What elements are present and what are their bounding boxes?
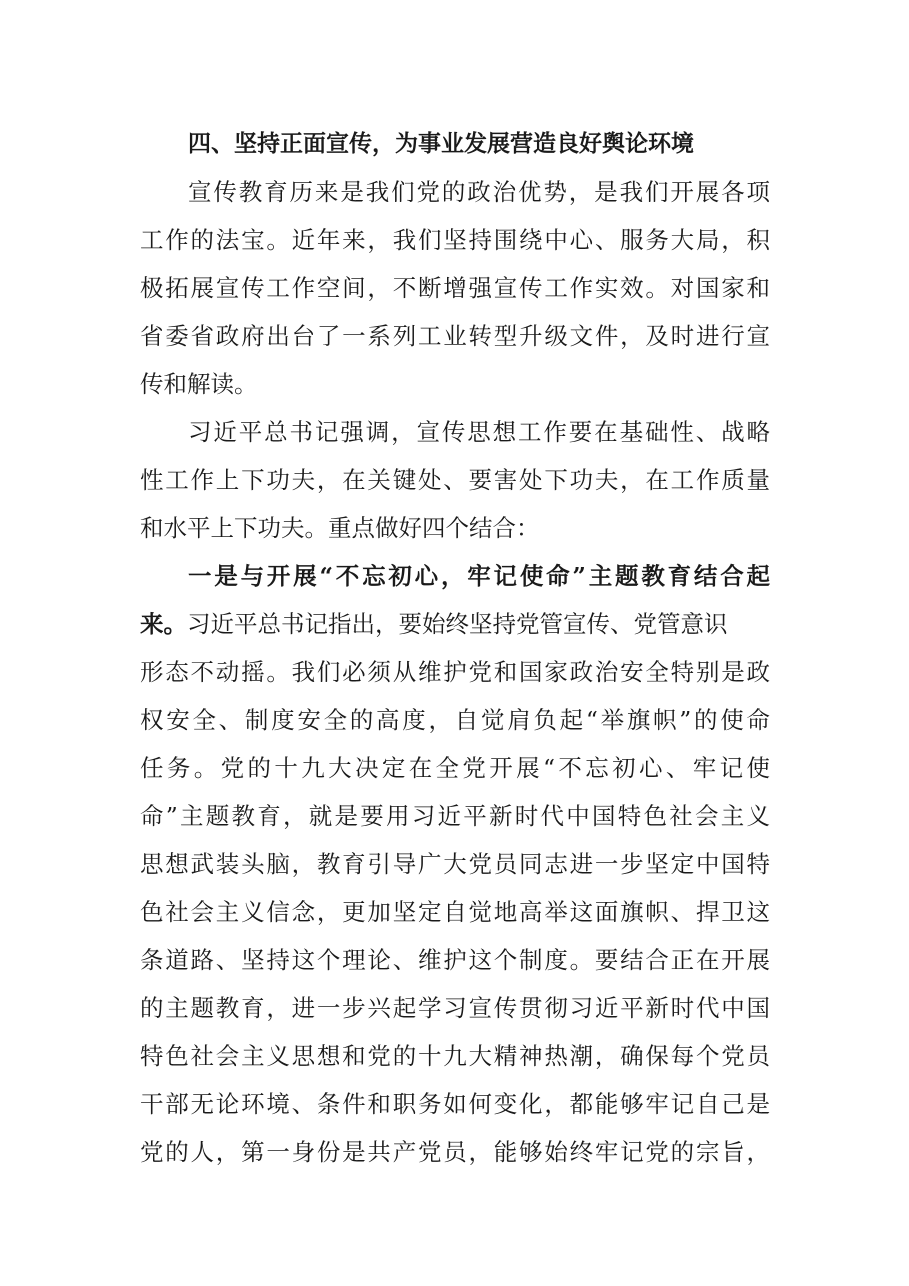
paragraph-3-line-rest: 习近平总书记指出，要始终坚持党管宣传、党管意识 bbox=[187, 610, 728, 638]
paragraph-1-line: 宣传教育历来是我们党的政治优势，是我们开展各项 bbox=[188, 178, 770, 206]
paragraph-3-line: 形态不动摇。我们必须从维护党和国家政治安全特别是政 bbox=[140, 658, 770, 686]
paragraph-3-bold-lead: 一是与开展“不忘初心，牢记使命”主题教育结合起 bbox=[188, 562, 770, 590]
paragraph-3-line: 的主题教育，进一步兴起学习宣传贯彻习近平新时代中国 bbox=[140, 994, 770, 1022]
paragraph-3-line: 思想武装头脑，教育引导广大党员同志进一步坚定中国特 bbox=[140, 850, 770, 878]
paragraph-3-bold-end: 来。 bbox=[140, 610, 187, 638]
paragraph-1-line: 传和解读。 bbox=[140, 370, 258, 398]
paragraph-3-line: 命”主题教育，就是要用习近平新时代中国特色社会主义 bbox=[140, 802, 770, 830]
paragraph-2-line: 习近平总书记强调，宣传思想工作要在基础性、战略 bbox=[188, 418, 770, 446]
section-heading: 四、坚持正面宣传，为事业发展营造良好舆论环境 bbox=[188, 131, 694, 157]
paragraph-3-line: 条道路、坚持这个理论、维护这个制度。要结合正在开展 bbox=[140, 946, 770, 974]
paragraph-2-line: 和水平上下功夫。重点做好四个结合： bbox=[140, 514, 540, 542]
paragraph-2-line: 性工作上下功夫，在关键处、要害处下功夫，在工作质量 bbox=[140, 466, 770, 494]
paragraph-1-line: 省委省政府出台了一系列工业转型升级文件，及时进行宣 bbox=[140, 322, 770, 350]
paragraph-3-line: 色社会主义信念，更加坚定自觉地高举这面旗帜、捍卫这 bbox=[140, 898, 770, 926]
paragraph-3-line bbox=[140, 609, 770, 639]
paragraph-3-line: 党的人，第一身份是共产党员，能够始终牢记党的宗旨， bbox=[140, 1138, 770, 1166]
paragraph-1-line: 工作的法宝。近年来，我们坚持围绕中心、服务大局，积 bbox=[140, 226, 770, 254]
paragraph-3-line: 任务。党的十九大决定在全党开展“不忘初心、牢记使 bbox=[140, 754, 770, 782]
paragraph-3-line: 干部无论环境、条件和职务如何变化，都能够牢记自己是 bbox=[140, 1090, 770, 1118]
paragraph-1-line: 极拓展宣传工作空间，不断增强宣传工作实效。对国家和 bbox=[140, 274, 770, 302]
paragraph-3-line: 特色社会主义思想和党的十九大精神热潮，确保每个党员 bbox=[140, 1042, 770, 1070]
paragraph-3-line: 权安全、制度安全的高度，自觉肩负起“举旗帜”的使命 bbox=[140, 706, 770, 734]
